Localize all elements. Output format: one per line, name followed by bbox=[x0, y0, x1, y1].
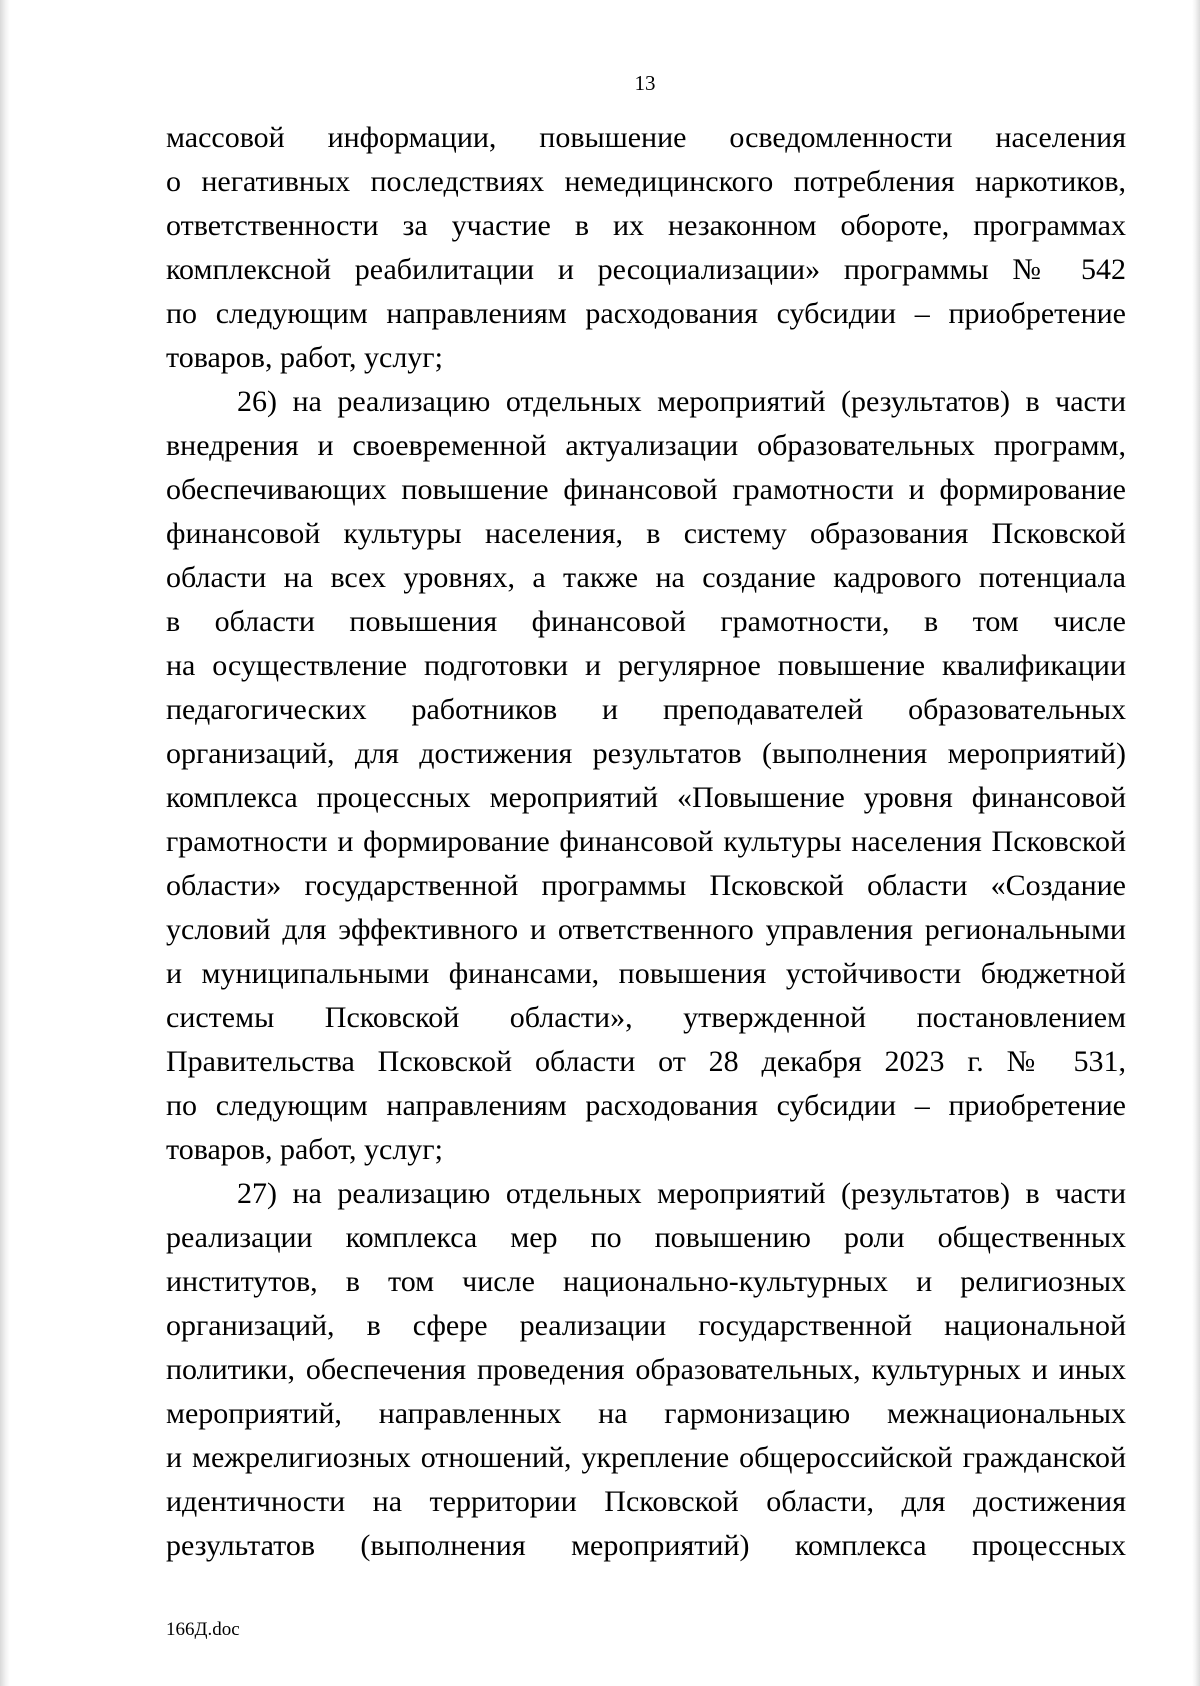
text-line: системы Псковской области», утвержденной постановлением bbox=[166, 1001, 1126, 1034]
scan-edge-left bbox=[0, 0, 10, 1686]
text-line: товаров, работ, услуг; bbox=[166, 1133, 443, 1166]
text-line: политики, обеспечения проведения образовательных, культурных и иных bbox=[166, 1353, 1126, 1386]
text-line: комплекса процессных мероприятий «Повышение уровня финансовой bbox=[166, 781, 1126, 814]
text-line: комплексной реабилитации и ресоциализации» программы № 542 bbox=[166, 253, 1126, 286]
page-number: 13 bbox=[634, 71, 656, 95]
text-line: области» государственной программы Псковской области «Создание bbox=[166, 869, 1126, 902]
text-line: о негативных последствиях немедицинского потребления наркотиков, bbox=[166, 165, 1126, 198]
text-line: реализации комплекса мер по повышению роли общественных bbox=[166, 1221, 1126, 1254]
text-line: мероприятий, направленных на гармонизацию межнациональных bbox=[166, 1397, 1126, 1430]
document-filename-footer: 166Д.doc bbox=[166, 1619, 240, 1640]
text-line: грамотности и формирование финансовой культуры населения Псковской bbox=[166, 825, 1126, 858]
text-line: финансовой культуры населения, в систему образования Псковской bbox=[166, 517, 1126, 550]
text-line: товаров, работ, услуг; bbox=[166, 341, 443, 374]
text-line: идентичности на территории Псковской области, для достижения bbox=[166, 1485, 1126, 1518]
text-line: внедрения и своевременной актуализации образовательных программ, bbox=[166, 429, 1126, 462]
text-line: организаций, для достижения результатов (выполнения мероприятий) bbox=[166, 737, 1126, 770]
text-line: массовой информации, повышение осведомленности населения bbox=[166, 121, 1126, 154]
scan-edge-right bbox=[1192, 0, 1200, 1686]
text-line: на осуществление подготовки и регулярное повышение квалификации bbox=[166, 649, 1126, 682]
paragraph-26-first-line: 26) на реализацию отдельных мероприятий (результатов) в части bbox=[237, 385, 1126, 418]
text-line: результатов (выполнения мероприятий) комплекса процессных bbox=[166, 1529, 1126, 1562]
document-body bbox=[166, 116, 1126, 1568]
text-line: условий для эффективного и ответственного управления региональными bbox=[166, 913, 1126, 946]
text-line: Правительства Псковской области от 28 декабря 2023 г. № 531, bbox=[166, 1045, 1126, 1078]
paragraph-27-first-line: 27) на реализацию отдельных мероприятий (результатов) в части bbox=[237, 1177, 1126, 1210]
text-line: по следующим направлениям расходования субсидии – приобретение bbox=[166, 1089, 1126, 1122]
text-line: ответственности за участие в их незаконном обороте, программах bbox=[166, 209, 1126, 242]
text-line: организаций, в сфере реализации государственной национальной bbox=[166, 1309, 1126, 1342]
text-line: и межрелигиозных отношений, укрепление общероссийской гражданской bbox=[166, 1441, 1126, 1474]
text-line: педагогических работников и преподавателей образовательных bbox=[166, 693, 1126, 726]
text-line: институтов, в том числе национально-культурных и религиозных bbox=[166, 1265, 1126, 1298]
text-line: обеспечивающих повышение финансовой грамотности и формирование bbox=[166, 473, 1126, 506]
text-line: по следующим направлениям расходования субсидии – приобретение bbox=[166, 297, 1126, 330]
text-line: в области повышения финансовой грамотности, в том числе bbox=[166, 605, 1126, 638]
text-line: и муниципальными финансами, повышения устойчивости бюджетной bbox=[166, 957, 1126, 990]
text-line: области на всех уровнях, а также на создание кадрового потенциала bbox=[166, 561, 1126, 594]
